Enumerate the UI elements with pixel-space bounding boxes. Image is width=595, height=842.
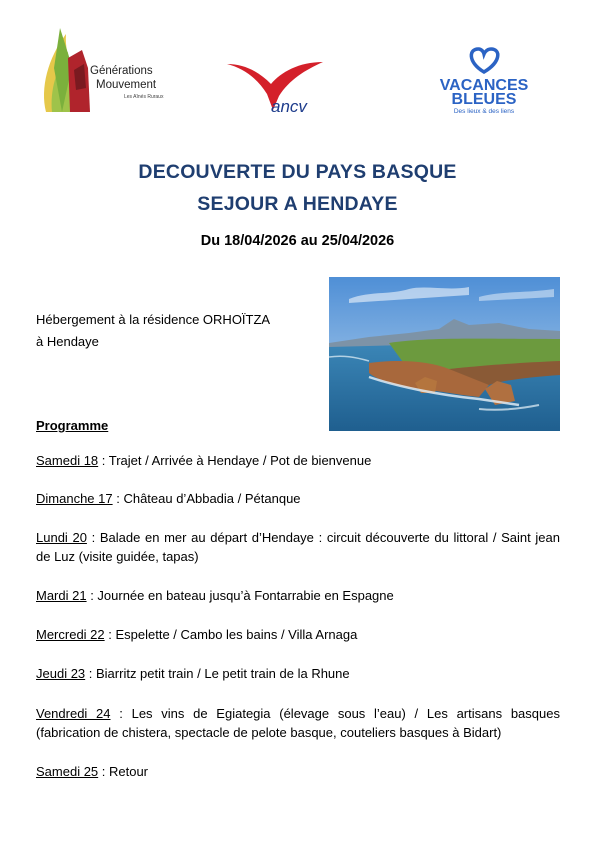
program-text: : Espelette / Cambo les bains / Villa Arnaga xyxy=(104,627,358,642)
svg-text:ancv: ancv xyxy=(271,97,307,116)
program-item xyxy=(36,586,560,605)
program-day: Mardi 21 xyxy=(36,588,87,603)
svg-text:Mouvement: Mouvement xyxy=(96,79,157,91)
program-text: : Les vins de Egiategia (élevage sous l’eau) / Les artisans basques (fabrication de chistera, spectacle de pelote basque, couteliers basques à Bidart) xyxy=(36,706,560,740)
program-item xyxy=(36,489,560,508)
program-day: Jeudi 23 xyxy=(36,666,86,681)
svg-text:Des lieux & des liens: Des lieux & des liens xyxy=(453,108,515,115)
ancv-logo xyxy=(225,58,325,118)
program-day: Mercredi 22 xyxy=(36,627,105,642)
generations-mouvement-logo xyxy=(38,28,180,112)
program-text: : Château d’Abbadia / Pétanque xyxy=(112,491,301,506)
program-day: Dimanche 17 xyxy=(36,491,113,506)
vacances-bleues-logo xyxy=(423,46,545,118)
stay-dates: Du 18/04/2026 au 25/04/2026 xyxy=(200,233,395,249)
program-day: Samedi 25 xyxy=(36,764,99,779)
program-item xyxy=(36,704,560,742)
title-line-1: DECOUVERTE DU PAYS BASQUE xyxy=(138,161,457,183)
program-item xyxy=(36,451,560,470)
svg-text:Les Aînés Ruraux: Les Aînés Ruraux xyxy=(124,94,164,100)
svg-text:BLEUES: BLEUES xyxy=(451,91,517,108)
program-heading: Programme xyxy=(36,418,109,433)
program-text: : Journée en bateau jusqu’à Fontarrabie en Espagne xyxy=(86,588,394,603)
title-line-2: SEJOUR A HENDAYE xyxy=(197,193,398,215)
program-item xyxy=(36,762,560,781)
accommodation-line-2: à Hendaye xyxy=(36,334,99,349)
program-text: : Trajet / Arrivée à Hendaye / Pot de bienvenue xyxy=(98,453,372,468)
program-item xyxy=(36,664,560,683)
svg-text:VACANCES: VACANCES xyxy=(439,77,529,94)
program-day: Lundi 20 xyxy=(36,530,87,545)
svg-text:Générations: Générations xyxy=(90,65,153,77)
coast-photo xyxy=(329,277,560,431)
program-day: Samedi 18 xyxy=(36,453,99,468)
program-text: : Biarritz petit train / Le petit train de la Rhune xyxy=(85,666,350,681)
program-text: : Retour xyxy=(98,764,149,779)
program-item xyxy=(36,625,560,644)
accommodation-info xyxy=(36,309,270,353)
program-text: : Balade en mer au départ d’Hendaye : circuit découverte du littoral / Saint jean de Luz (visite guidée, tapas) xyxy=(36,530,560,564)
program-item xyxy=(36,528,560,566)
program-day: Vendredi 24 xyxy=(36,706,111,721)
accommodation-line-1: Hébergement à la résidence ORHOÏTZA xyxy=(36,312,271,327)
